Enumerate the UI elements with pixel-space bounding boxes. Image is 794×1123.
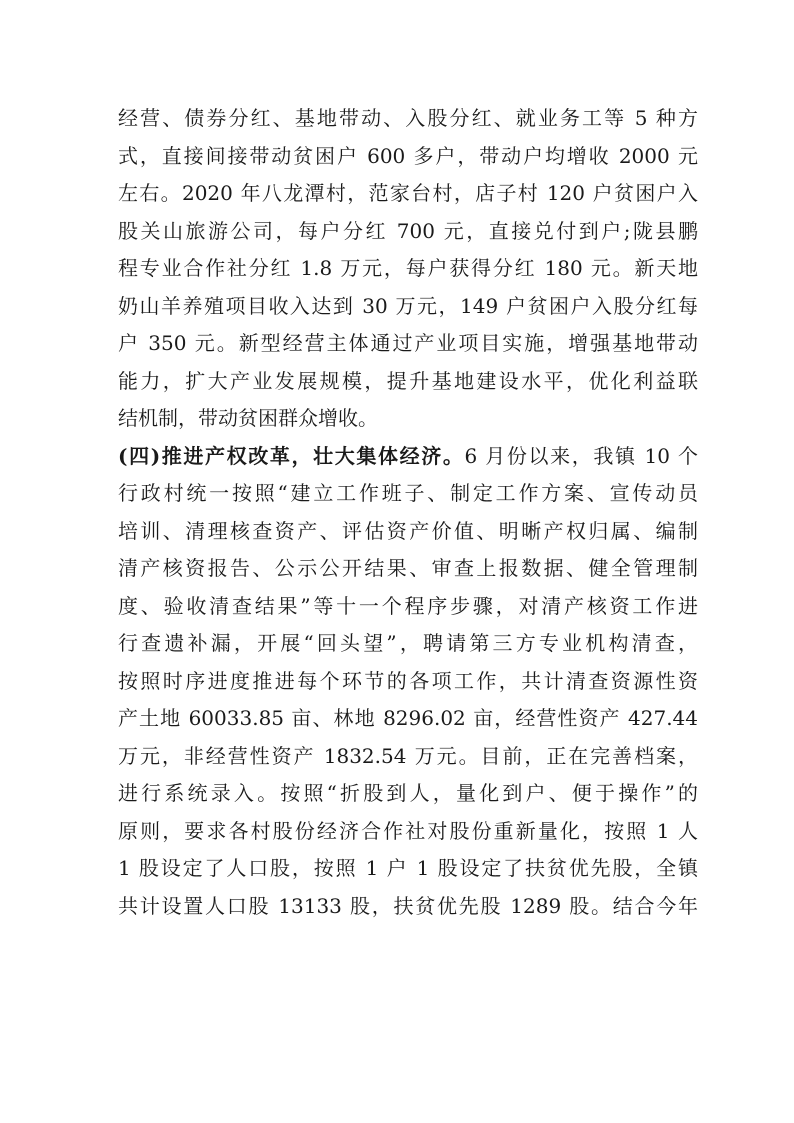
text-line: 经营、债券分红、基地带动、入股分红、就业务工等 5 种方	[118, 106, 698, 130]
section-heading-rest: 6 月份以来，我镇 10 个	[464, 443, 698, 468]
text-line: 式，直接间接带动贫困户 600 多户，带动户均增收 2000 元	[118, 143, 698, 168]
section-heading: (四)推进产权改革，壮大集体经济。	[118, 443, 465, 468]
text-line: 进行系统录入。按照“折股到人，量化到户、便于操作”的	[118, 781, 698, 805]
text-line: 能力，扩大产业发展规模，提升基地建设水平，优化利益联	[118, 368, 698, 393]
text-line: 行政村统一按照“建立工作班子、制定工作方案、宣传动员	[118, 481, 698, 505]
text-line: 左右。2020 年八龙潭村，范家台村，店子村 120 户贫困户入	[118, 181, 698, 205]
text-line: 培训、清理核查资产、评估资产价值、明晰产权归属、编制	[118, 518, 698, 543]
text-line: 户 350 元。新型经营主体通过产业项目实施，增强基地带动	[118, 331, 698, 355]
section-heading-line	[118, 438, 698, 476]
text-line: 按照时序进度推进每个环节的各项工作，共计清查资源性资	[118, 668, 698, 693]
text-line: 奶山羊养殖项目收入达到 30 万元，149 户贫困户入股分红每	[118, 293, 698, 318]
text-line: 原则，要求各村股份经济合作社对股份重新量化，按照 1 人	[118, 818, 698, 843]
text-line: 度、验收清查结果”等十一个程序步骤，对清产核资工作进	[118, 593, 698, 618]
text-line: 清产核资报告、公示公开结果、审查上报数据、健全管理制	[118, 556, 698, 580]
text-line: 行查遗补漏，开展“回头望”，聘请第三方专业机构清查，	[118, 631, 698, 655]
text-line: 股关山旅游公司，每户分红 700 元，直接兑付到户;陇县鹏	[118, 218, 698, 243]
text-line: 万元，非经营性资产 1832.54 万元。目前，正在完善档案，	[118, 743, 698, 768]
text-line: 共计设置人口股 13133 股，扶贫优先股 1289 股。结合今年	[118, 893, 698, 918]
text-line: 1 股设定了人口股，按照 1 户 1 股设定了扶贫优先股，全镇	[118, 856, 698, 880]
text-line: 产土地 60033.85 亩、林地 8296.02 亩，经营性资产 427.44	[118, 706, 698, 730]
text-line: 结机制，带动贫困群众增收。	[118, 406, 378, 430]
text-line: 程专业合作社分红 1.8 万元，每户获得分红 180 元。新天地	[118, 256, 698, 280]
body-text	[118, 100, 698, 925]
